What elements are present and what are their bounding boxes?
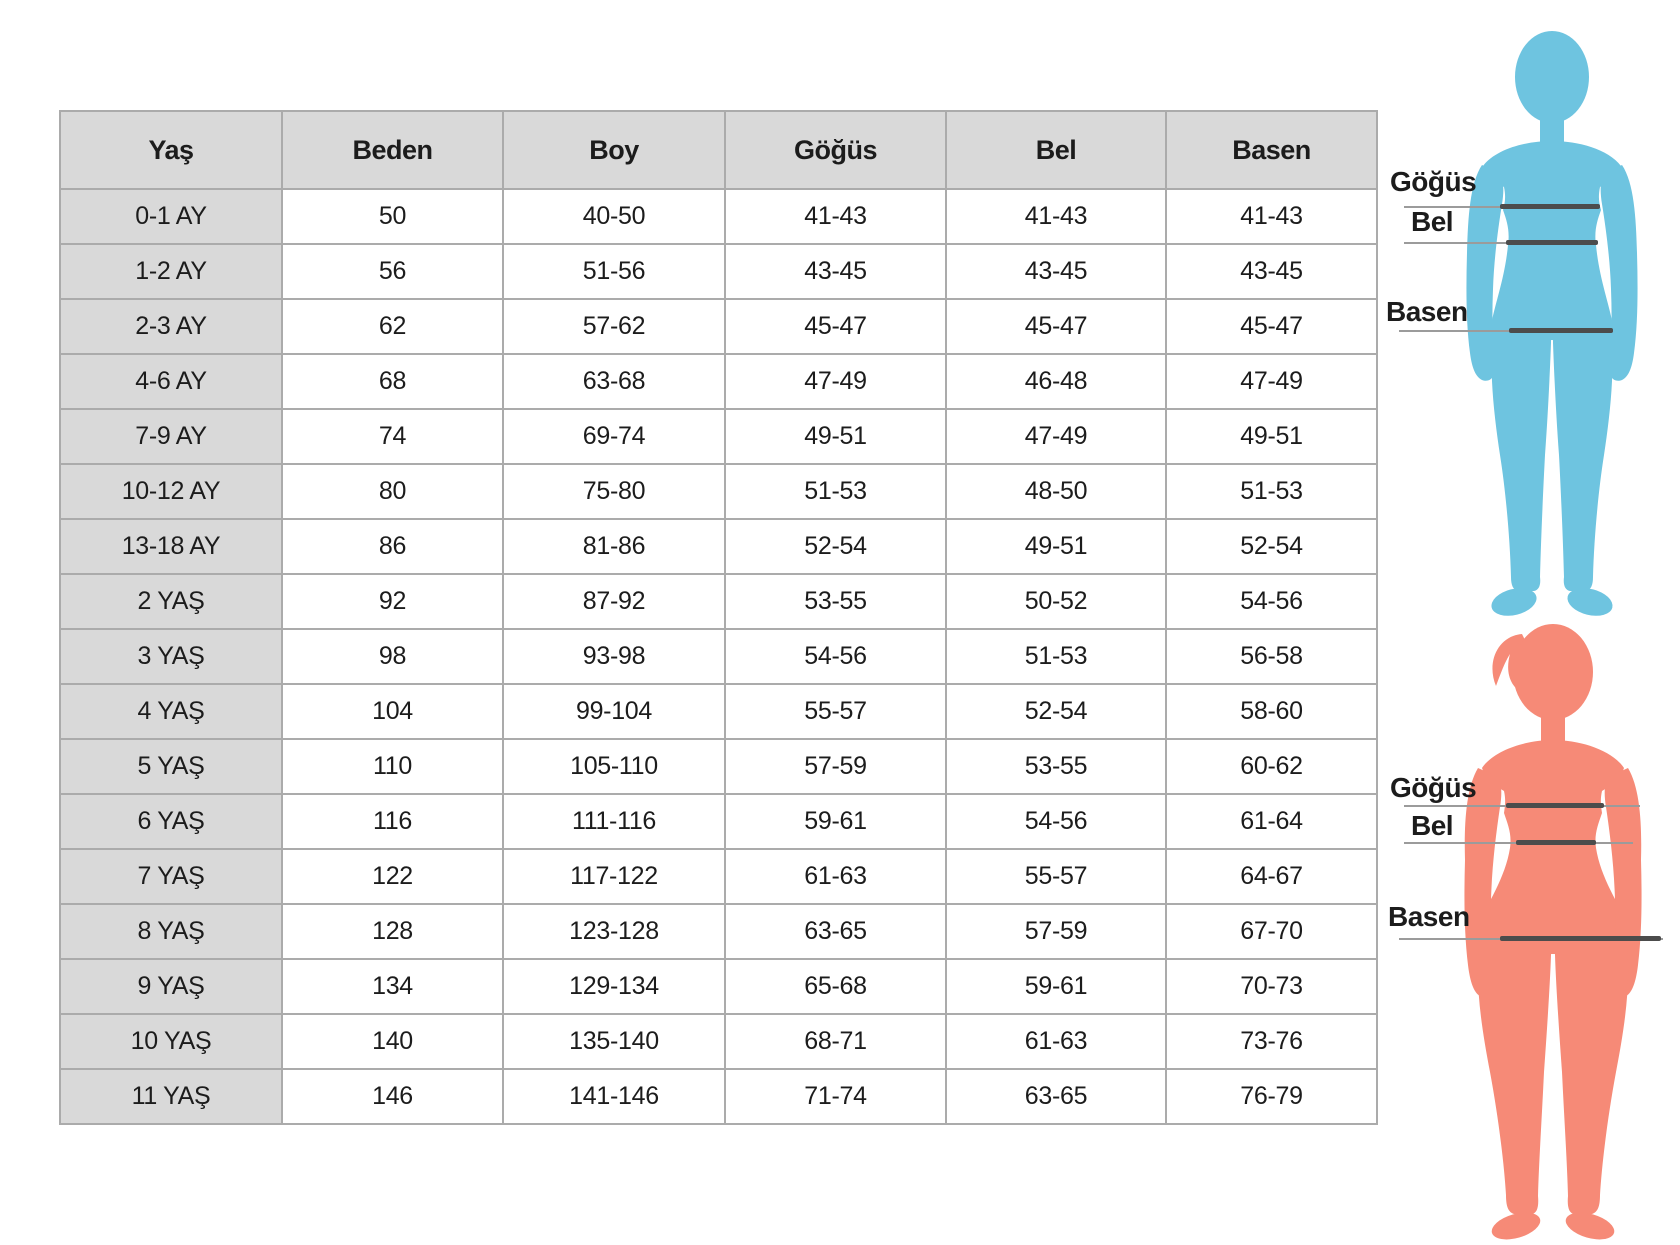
size-table: [59, 110, 1378, 1125]
table-cell: 51-56: [503, 244, 725, 299]
hip-label-boy: Basen: [1386, 296, 1468, 327]
table-row: [60, 629, 1377, 684]
table-cell: 64-67: [1166, 849, 1377, 904]
row-label: 2-3 AY: [60, 299, 282, 354]
table-cell: 67-70: [1166, 904, 1377, 959]
table-row: [60, 904, 1377, 959]
waist-line-dark-boy: [1506, 240, 1598, 245]
row-label: 13-18 AY: [60, 519, 282, 574]
table-cell: 134: [282, 959, 503, 1014]
table-cell: 53-55: [725, 574, 946, 629]
column-header: Basen: [1166, 111, 1377, 189]
table-cell: 69-74: [503, 409, 725, 464]
row-label: 7 YAŞ: [60, 849, 282, 904]
table-row: [60, 299, 1377, 354]
table-row: [60, 244, 1377, 299]
chest-line-dark-girl: [1506, 803, 1604, 808]
table-cell: 56-58: [1166, 629, 1377, 684]
table-cell: 50: [282, 189, 503, 244]
row-label: 9 YAŞ: [60, 959, 282, 1014]
table-cell: 122: [282, 849, 503, 904]
table-row: [60, 684, 1377, 739]
table-row: [60, 574, 1377, 629]
table-row: [60, 1014, 1377, 1069]
table-cell: 70-73: [1166, 959, 1377, 1014]
chest-label-boy: Göğüs: [1390, 166, 1477, 197]
column-header: Göğüs: [725, 111, 946, 189]
table-row: [60, 409, 1377, 464]
waist-label-boy: Bel: [1411, 206, 1454, 237]
table-cell: 51-53: [725, 464, 946, 519]
table-cell: 68: [282, 354, 503, 409]
table-cell: 58-60: [1166, 684, 1377, 739]
table-cell: 129-134: [503, 959, 725, 1014]
table-row: [60, 794, 1377, 849]
table-row: [60, 849, 1377, 904]
table-cell: 74: [282, 409, 503, 464]
table-cell: 43-45: [1166, 244, 1377, 299]
row-label: 10-12 AY: [60, 464, 282, 519]
hip-line-dark-boy: [1509, 328, 1613, 333]
table-cell: 111-116: [503, 794, 725, 849]
table-cell: 46-48: [946, 354, 1166, 409]
row-label: 4 YAŞ: [60, 684, 282, 739]
table-cell: 80: [282, 464, 503, 519]
column-header: Beden: [282, 111, 503, 189]
table-cell: 105-110: [503, 739, 725, 794]
table-cell: 141-146: [503, 1069, 725, 1124]
table-cell: 59-61: [946, 959, 1166, 1014]
table-cell: 59-61: [725, 794, 946, 849]
table-cell: 51-53: [1166, 464, 1377, 519]
table-cell: 49-51: [1166, 409, 1377, 464]
table-cell: 63-65: [946, 1069, 1166, 1124]
table-cell: 87-92: [503, 574, 725, 629]
table-cell: 49-51: [946, 519, 1166, 574]
girl-silhouette: [1440, 610, 1680, 1245]
table-cell: 71-74: [725, 1069, 946, 1124]
row-label: 6 YAŞ: [60, 794, 282, 849]
table-cell: 116: [282, 794, 503, 849]
table-cell: 48-50: [946, 464, 1166, 519]
row-label: 0-1 AY: [60, 189, 282, 244]
table-cell: 75-80: [503, 464, 725, 519]
table-cell: 61-64: [1166, 794, 1377, 849]
table-cell: 92: [282, 574, 503, 629]
table-cell: 68-71: [725, 1014, 946, 1069]
table-cell: 93-98: [503, 629, 725, 684]
table-cell: 104: [282, 684, 503, 739]
table-cell: 63-65: [725, 904, 946, 959]
column-header: Boy: [503, 111, 725, 189]
table-cell: 56: [282, 244, 503, 299]
table-cell: 123-128: [503, 904, 725, 959]
table-cell: 53-55: [946, 739, 1166, 794]
table-cell: 135-140: [503, 1014, 725, 1069]
hip-line-dark-girl: [1500, 936, 1661, 941]
table-cell: 55-57: [725, 684, 946, 739]
row-label: 7-9 AY: [60, 409, 282, 464]
column-header: Bel: [946, 111, 1166, 189]
row-label: 1-2 AY: [60, 244, 282, 299]
row-label: 8 YAŞ: [60, 904, 282, 959]
table-cell: 51-53: [946, 629, 1166, 684]
table-cell: 73-76: [1166, 1014, 1377, 1069]
table-cell: 146: [282, 1069, 503, 1124]
table-cell: 62: [282, 299, 503, 354]
table-cell: 52-54: [725, 519, 946, 574]
table-cell: 60-62: [1166, 739, 1377, 794]
chest-label-girl: Göğüs: [1390, 772, 1477, 803]
table-cell: 128: [282, 904, 503, 959]
table-cell: 47-49: [725, 354, 946, 409]
table-cell: 41-43: [946, 189, 1166, 244]
table-cell: 45-47: [946, 299, 1166, 354]
table-cell: 76-79: [1166, 1069, 1377, 1124]
boy-silhouette: [1440, 25, 1680, 625]
table-cell: 45-47: [1166, 299, 1377, 354]
row-label: 11 YAŞ: [60, 1069, 282, 1124]
table-cell: 99-104: [503, 684, 725, 739]
table-cell: 43-45: [725, 244, 946, 299]
table-cell: 43-45: [946, 244, 1166, 299]
waist-label-girl: Bel: [1411, 810, 1454, 841]
table-cell: 45-47: [725, 299, 946, 354]
table-row: [60, 519, 1377, 574]
hip-label-girl: Basen: [1388, 901, 1470, 932]
row-label: 2 YAŞ: [60, 574, 282, 629]
table-cell: 54-56: [1166, 574, 1377, 629]
table-cell: 41-43: [1166, 189, 1377, 244]
table-cell: 140: [282, 1014, 503, 1069]
table-cell: 47-49: [946, 409, 1166, 464]
table-cell: 81-86: [503, 519, 725, 574]
table-cell: 52-54: [946, 684, 1166, 739]
table-cell: 117-122: [503, 849, 725, 904]
table-row: [60, 189, 1377, 244]
table-cell: 57-59: [946, 904, 1166, 959]
table-cell: 61-63: [946, 1014, 1166, 1069]
row-label: 3 YAŞ: [60, 629, 282, 684]
row-label: 10 YAŞ: [60, 1014, 282, 1069]
row-label: 4-6 AY: [60, 354, 282, 409]
table-cell: 54-56: [946, 794, 1166, 849]
table-cell: 57-62: [503, 299, 725, 354]
table-cell: 50-52: [946, 574, 1166, 629]
table-cell: 47-49: [1166, 354, 1377, 409]
girl-body: [1464, 624, 1641, 1244]
table-cell: 57-59: [725, 739, 946, 794]
table-cell: 86: [282, 519, 503, 574]
chest-line-dark-boy: [1500, 204, 1600, 209]
table-row: [60, 464, 1377, 519]
table-cell: 65-68: [725, 959, 946, 1014]
table-row: [60, 959, 1377, 1014]
table-cell: 61-63: [725, 849, 946, 904]
row-label: 5 YAŞ: [60, 739, 282, 794]
table-row: [60, 354, 1377, 409]
table-cell: 110: [282, 739, 503, 794]
table-row: [60, 1069, 1377, 1124]
header-row: [60, 111, 1377, 189]
table-cell: 41-43: [725, 189, 946, 244]
table-cell: 49-51: [725, 409, 946, 464]
table-cell: 52-54: [1166, 519, 1377, 574]
table-cell: 40-50: [503, 189, 725, 244]
waist-line-dark-girl: [1516, 840, 1596, 845]
table-row: [60, 739, 1377, 794]
table-cell: 54-56: [725, 629, 946, 684]
table-cell: 98: [282, 629, 503, 684]
table-cell: 63-68: [503, 354, 725, 409]
column-header: Yaş: [60, 111, 282, 189]
boy-body: [1466, 31, 1637, 620]
table-cell: 55-57: [946, 849, 1166, 904]
